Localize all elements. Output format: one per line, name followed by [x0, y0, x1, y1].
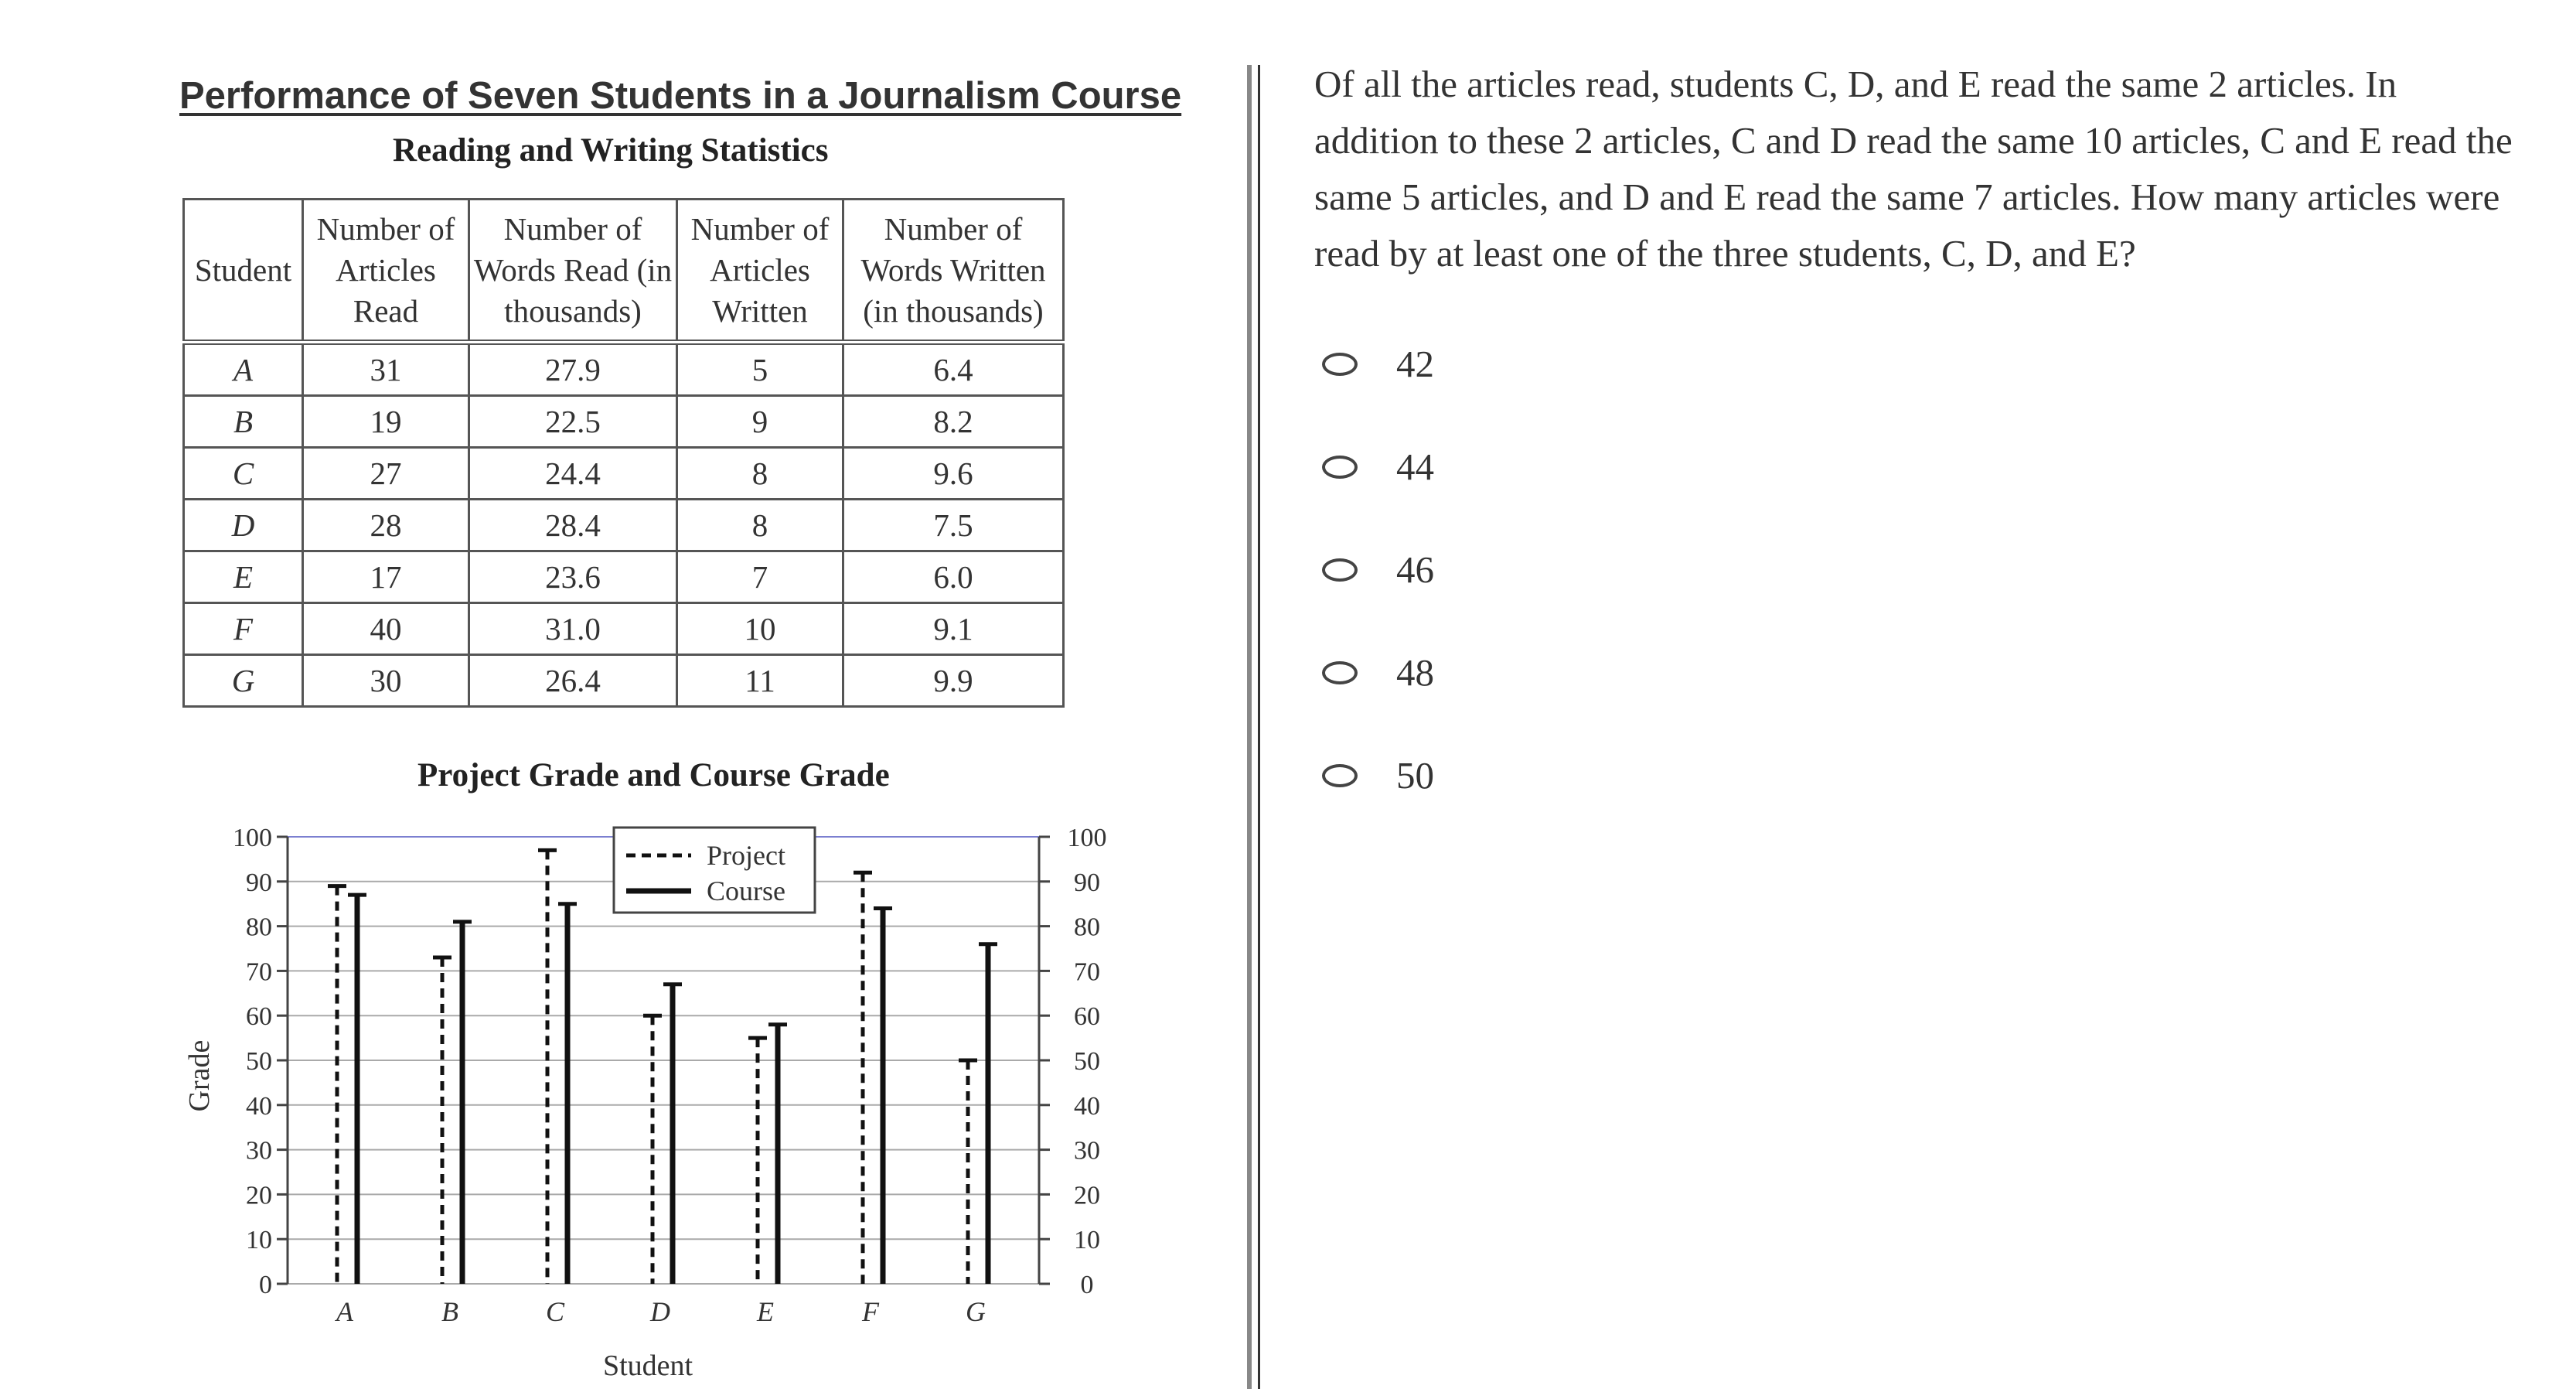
answer-option[interactable] [1314, 724, 2536, 827]
answer-label: 48 [1396, 651, 1434, 694]
table-cell: 8.2 [843, 396, 1064, 448]
answer-label: 46 [1396, 548, 1434, 591]
table-row [184, 500, 1064, 551]
x-tick-label: D [650, 1296, 670, 1327]
answer-option[interactable] [1314, 518, 2536, 621]
table-row [184, 396, 1064, 448]
y-tick-label: 90 [246, 868, 272, 897]
answer-label: 42 [1396, 343, 1434, 385]
legend-project-label: Project [707, 840, 785, 871]
table-cell: 6.4 [843, 343, 1064, 396]
question-text: Of all the articles read, students C, D, and E read the same 2 articles. In addition to these 2 articles, C and D read the same 10 articles, C and E read the same 5 articles, and D and E read the same 7 articles. How many articles were read by at least one of the three students, C, D, and E? [1314, 63, 2513, 275]
y-tick-label: 50 [246, 1047, 272, 1076]
table-cell: 23.6 [469, 551, 677, 603]
x-tick-label: G [966, 1296, 986, 1327]
y-tick-label-right: 60 [1074, 1002, 1100, 1032]
y-tick-label: 80 [246, 913, 272, 942]
table-cell: 31.0 [469, 603, 677, 655]
answer-option[interactable] [1314, 312, 2536, 415]
table-row [184, 448, 1064, 500]
table-cell: 6.0 [843, 551, 1064, 603]
radio-button-icon[interactable] [1322, 353, 1358, 376]
table-cell: 8 [677, 448, 843, 500]
table-cell: G [184, 655, 303, 707]
table-cell: 17 [303, 551, 469, 603]
y-tick-label: 0 [259, 1271, 272, 1299]
radio-button-icon[interactable] [1322, 764, 1358, 787]
table-cell: 40 [303, 603, 469, 655]
y-tick-label-right: 50 [1074, 1047, 1100, 1076]
x-tick-label: B [441, 1296, 458, 1327]
table-cell: 24.4 [469, 448, 677, 500]
table-cell: C [184, 448, 303, 500]
header-words-read: Number of Words Read (in thousands) [469, 200, 677, 343]
y-tick-label: 100 [233, 824, 272, 852]
grade-chart [0, 797, 1242, 1384]
table-cell: D [184, 500, 303, 551]
x-tick-label: E [757, 1296, 774, 1327]
y-tick-label: 60 [246, 1002, 272, 1032]
y-tick-label: 20 [246, 1181, 272, 1210]
table-cell: 28 [303, 500, 469, 551]
table-cell: F [184, 603, 303, 655]
radio-button-icon[interactable] [1322, 661, 1358, 684]
table-cell: B [184, 396, 303, 448]
y-tick-label: 40 [246, 1091, 272, 1121]
table-cell: 7.5 [843, 500, 1064, 551]
answer-option[interactable] [1314, 415, 2536, 518]
pane-divider[interactable] [1247, 65, 1262, 1389]
table-cell: 8 [677, 500, 843, 551]
table-cell: 31 [303, 343, 469, 396]
table-cell: 26.4 [469, 655, 677, 707]
y-tick-label-right: 100 [1067, 824, 1107, 852]
y-tick-label-right: 80 [1074, 913, 1100, 942]
table-cell: 9 [677, 396, 843, 448]
table-cell: 9.9 [843, 655, 1064, 707]
table-cell: 10 [677, 603, 843, 655]
radio-button-icon[interactable] [1322, 558, 1358, 582]
x-axis-label: Student [602, 1350, 693, 1382]
x-tick-label: A [336, 1296, 353, 1327]
question-panel [1314, 56, 2536, 827]
y-tick-label: 10 [246, 1226, 272, 1255]
x-tick-label: F [862, 1296, 879, 1327]
table-cell: 11 [677, 655, 843, 707]
table-cell: 9.6 [843, 448, 1064, 500]
header-articles-read: Number of Articles Read [303, 200, 469, 343]
x-tick-label: C [545, 1296, 565, 1327]
y-tick-label: 70 [246, 957, 272, 987]
header-words-written: Number of Words Written (in thousands) [843, 200, 1064, 343]
table-cell: 19 [303, 396, 469, 448]
header-articles-written: Number of Articles Written [677, 200, 843, 343]
y-axis-label: Grade [183, 1039, 216, 1112]
chart-title: Project Grade and Course Grade [417, 757, 890, 793]
answer-label: 50 [1396, 754, 1434, 797]
table-cell: 7 [677, 551, 843, 603]
answer-option[interactable] [1314, 621, 2536, 724]
statistics-table [182, 198, 1065, 708]
answer-label: 44 [1396, 445, 1434, 488]
table-title: Reading and Writing Statistics [393, 132, 829, 169]
table-cell: 22.5 [469, 396, 677, 448]
y-tick-label-right: 40 [1074, 1091, 1100, 1121]
table-cell: 30 [303, 655, 469, 707]
table-row [184, 603, 1064, 655]
table-header-row [184, 200, 1064, 343]
radio-button-icon[interactable] [1322, 456, 1358, 479]
table-row [184, 551, 1064, 603]
figure-panel [0, 0, 1242, 1387]
y-tick-label-right: 30 [1074, 1136, 1100, 1165]
table-cell: A [184, 343, 303, 396]
table-row [184, 655, 1064, 707]
y-tick-label-right: 90 [1074, 868, 1100, 897]
y-tick-label-right: 20 [1074, 1181, 1100, 1210]
y-tick-label-right: 10 [1074, 1226, 1100, 1255]
header-student: Student [184, 200, 303, 343]
table-cell: 27 [303, 448, 469, 500]
answer-choices [1314, 312, 2536, 827]
legend-course-label: Course [707, 875, 785, 906]
table-row [184, 343, 1064, 396]
y-tick-label-right: 70 [1074, 957, 1100, 987]
table-cell: 9.1 [843, 603, 1064, 655]
table-cell: E [184, 551, 303, 603]
y-tick-label-right: 0 [1080, 1271, 1094, 1299]
table-cell: 5 [677, 343, 843, 396]
y-tick-label: 30 [246, 1136, 272, 1165]
table-cell: 27.9 [469, 343, 677, 396]
table-cell: 28.4 [469, 500, 677, 551]
figure-main-title: Performance of Seven Students in a Journalism Course [179, 75, 1182, 117]
